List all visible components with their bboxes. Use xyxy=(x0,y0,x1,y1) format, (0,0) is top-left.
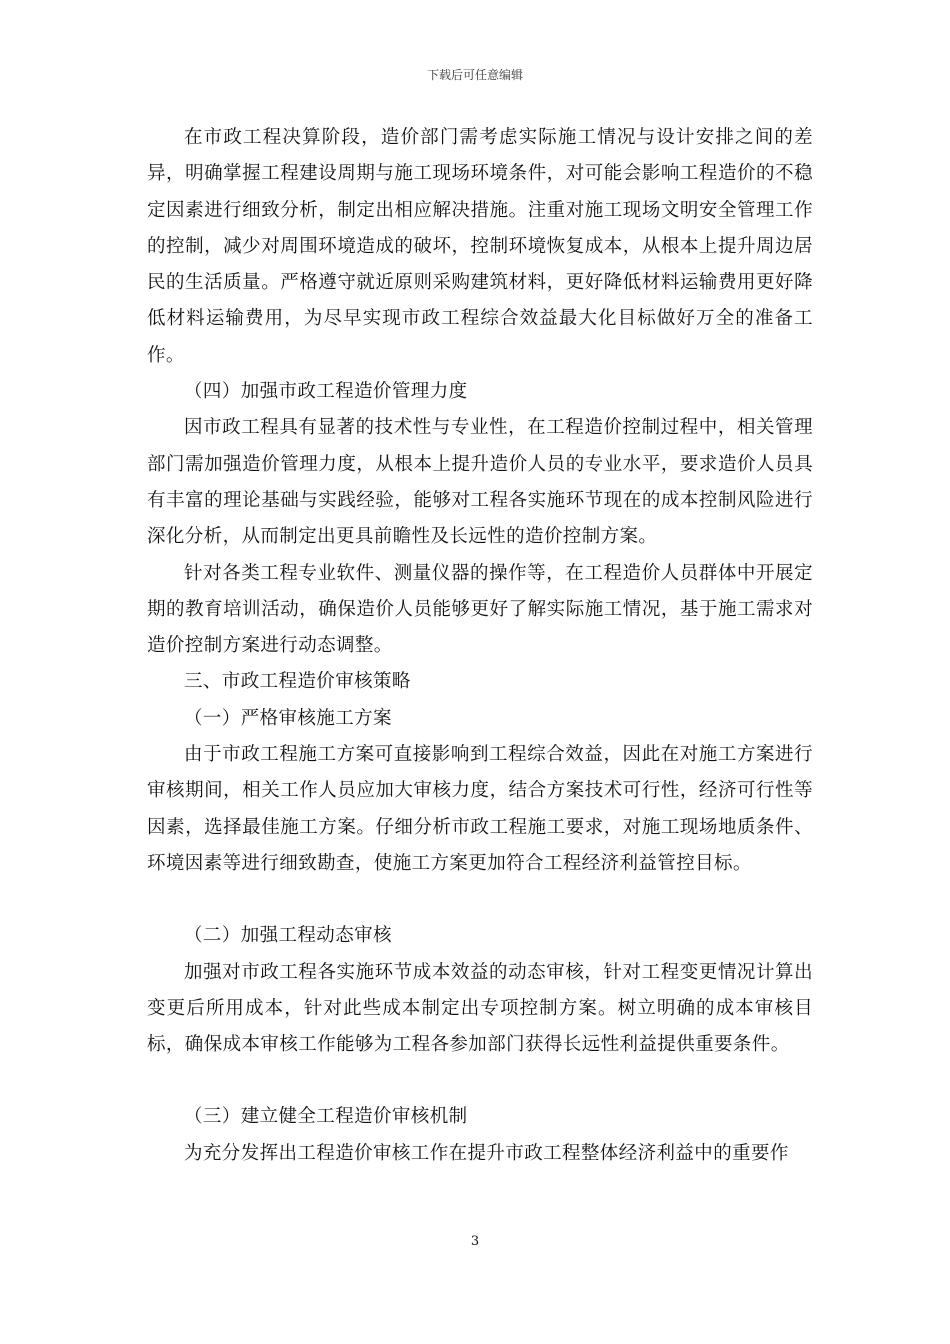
page-number: 3 xyxy=(470,1234,480,1249)
paragraph: 为充分发挥出工程造价审核工作在提升市政工程整体经济利益中的重要作 xyxy=(184,1142,789,1164)
paragraph: 在市政工程决算阶段，造价部门需考虑实际施工情况与设计安排之间的差异，明确掌握工程建设周期与施工现场环境条件，对可能会影响工程造价的不稳定因素进行细致分析，制定出相应解决措施。注重对施工现场文明安全管理工作的控制，减少对周围环境造成的破坏，控制环境恢复成本，从根本上提升周边居民的生活质量。严格遵守就近原则采购建筑材料，更好降低材料运输费用更好降低材料运输费用，为尽早实现市政工程综合效益最大化目标做好万全的准备工作。 xyxy=(147,127,813,366)
paragraph: 针对各类工程专业软件、测量仪器的操作等，在工程造价人员群体中开展定期的教育培训活动，确保造价人员能够更好了解实际施工情况，基于施工需求对造价控制方案进行动态调整。 xyxy=(147,562,813,657)
document-body xyxy=(147,120,813,1172)
section-heading: （三）建立健全工程造价审核机制 xyxy=(184,1106,468,1128)
section-heading: （一）严格审核施工方案 xyxy=(184,707,392,729)
section-heading: （二）加强工程动态审核 xyxy=(184,925,392,947)
section-heading: （四）加强市政工程造价管理力度 xyxy=(184,381,468,403)
paragraph: 加强对市政工程各实施环节成本效益的动态审核，针对工程变更情况计算出变更后所用成本，针对此些成本制定出专项控制方案。树立明确的成本审核目标，确保成本审核工作能够为工程各参加部门获得长远性利益提供重要条件。 xyxy=(147,961,813,1056)
paragraph: 由于市政工程施工方案可直接影响到工程综合效益，因此在对施工方案进行审核期间，相关工作人员应加大审核力度，结合方案技术可行性，经济可行性等因素，选择最佳施工方案。仔细分析市政工程施工要求，对施工现场地质条件、环境因素等进行细致勘查，使施工方案更加符合工程经济利益管控目标。 xyxy=(147,744,813,874)
chapter-heading: 三、市政工程造价审核策略 xyxy=(184,671,411,693)
page-header: 下载后可任意编辑 xyxy=(426,68,523,82)
paragraph: 因市政工程具有显著的技术性与专业性，在工程造价控制过程中，相关管理部门需加强造价管理力度，从根本上提升造价人员的专业水平，要求造价人员具有丰富的理论基础与实践经验，能够对工程各实施环节现在的成本控制风险进行深化分析，从而制定出更具前瞻性及长远性的造价控制方案。 xyxy=(147,417,813,548)
